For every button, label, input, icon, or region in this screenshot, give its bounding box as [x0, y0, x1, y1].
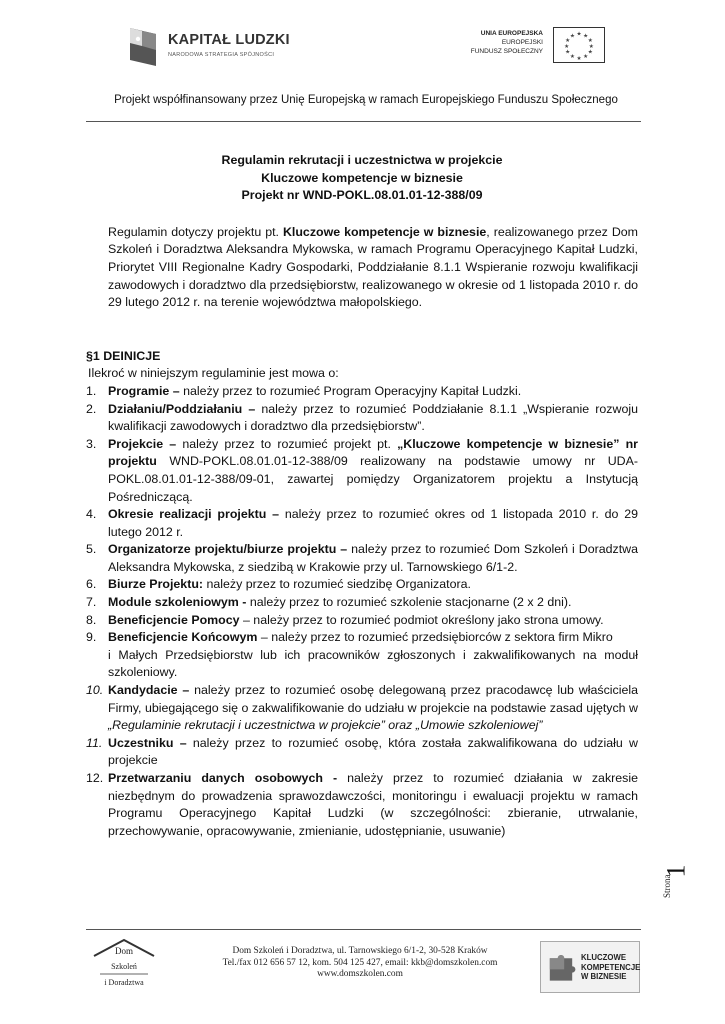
kk-logo-line1: KLUCZOWE	[581, 953, 627, 962]
svg-text:★: ★	[564, 43, 570, 50]
definition-term: Kandydacie –	[108, 683, 190, 698]
svg-text:★: ★	[565, 49, 571, 56]
intro-after: , realizowanego przez Dom Szkoleń i Doradztwa Aleksandra Mykowska, w ramach Programu Operacyjnego Kapitał Ludzki, Priorytet VIII Regionalne Kadry Gospodarki, Poddziałanie 8.1.1 Wspieranie rozwoju kwalifikacji zawodowych i doradztwo dla przedsiębiorstw, realizowanego w okresie od 1 listopada 2010 r. do 29 lutego 2012 r. na terenie województwa małopolskiego.	[108, 224, 639, 310]
intro-before: Regulamin dotyczy projektu pt.	[108, 224, 283, 239]
definition-text: należy przez to rozumieć okres od 1 listopada 2010 r. do 29 lutego 2012 r.	[108, 507, 638, 539]
svg-text:★: ★	[587, 49, 593, 56]
definition-number: 12.	[86, 771, 104, 785]
svg-text:★: ★	[587, 38, 593, 45]
kk-logo-line3: W BIZNESIE	[581, 972, 627, 981]
kapital-ludzki-logo	[128, 22, 318, 70]
definition-number: 3.	[86, 436, 97, 451]
page-label: Strona	[662, 874, 672, 898]
definition-text: należy przez to rozumieć Dom Szkoleń i Doradztwa Aleksandra Mykowska, z siedzibą w Krakowie przy ul. Tarnowskiego 6/1-2.	[108, 542, 638, 574]
svg-text:★: ★	[576, 31, 582, 38]
definition-term: Biurze Projektu:	[108, 577, 204, 592]
header-divider	[86, 121, 641, 122]
definition-term: Przetwarzaniu danych osobowych -	[108, 771, 338, 785]
definition-item	[86, 612, 638, 630]
footer-website: www.domszkolen.com	[317, 969, 403, 979]
definition-term: Beneficjencie Pomocy	[108, 612, 240, 627]
definition-text: należy przez to rozumieć osobę delegowaną przez pracodawcę lub właściciela Firmy, ubiegającego się o zakwalifikowanie do udziału w projekcie na podstawie zasad ujętych w	[108, 683, 638, 715]
definition-text: należy przez to rozumieć projekt pt.	[176, 436, 398, 451]
kk-logo-line2: KOMPETENCJE	[581, 962, 641, 972]
definition-item	[86, 576, 638, 594]
cofinancing-note: Projekt współfinansowany przez Unię Europejską w ramach Europejskiego Funduszu Społecznego	[114, 94, 618, 106]
footer-contact	[200, 946, 520, 981]
kapital-ludzki-flag-icon	[128, 26, 158, 68]
svg-text:★: ★	[583, 54, 589, 61]
definition-text: należy przez to rozumieć szkolenie stacjonarne (2 x 2 dni).	[246, 595, 572, 610]
definition-text-2: WND-POKL.08.01.01-12-388/09 realizowany na podstawie umowy nr UDA-POKL.08.01.01-12-388/09-01, zawartej pomiędzy Organizatorem projektu a Instytucją Pośredniczącą.	[108, 454, 638, 504]
definition-term: Beneficjencie Końcowym	[108, 630, 258, 645]
definition-term: Projekcie –	[108, 436, 177, 451]
definition-number: 2.	[86, 401, 97, 416]
svg-text:★: ★	[565, 38, 571, 45]
dom-logo-line3: i Doradztwa	[104, 978, 144, 987]
definition-number: 7.	[86, 595, 97, 610]
definition-term: Organizatorze projektu/biurze projektu –	[108, 542, 348, 557]
definition-number: 1.	[86, 383, 97, 398]
eu-logo-line3: FUNDUSZ SPOŁECZNY	[470, 48, 543, 55]
title-line-3: Projekt nr WND-POKL.08.01.01-12-388/09	[241, 188, 483, 203]
definition-text: należy przez to rozumieć Program Operacyjny Kapitał Ludzki.	[179, 383, 522, 398]
eu-logo	[455, 27, 605, 67]
definitions-list	[86, 383, 638, 840]
section-lead: Ilekroć w niniejszym regulaminie jest mowa o:	[88, 366, 339, 381]
footer-divider	[86, 929, 641, 930]
definition-text: – należy przez to rozumieć przedsiębiorców z sektora firm Mikro	[257, 630, 613, 645]
definition-item	[86, 541, 638, 576]
section-title: §1 DEINICJE	[86, 348, 161, 363]
definition-term: Uczestniku –	[108, 735, 187, 750]
definition-number: 6.	[86, 577, 97, 592]
intro-paragraph	[108, 224, 638, 312]
definition-number: 11.	[86, 735, 103, 750]
eu-stars-flag-icon	[553, 27, 605, 63]
definition-text: – należy przez to rozumieć podmiot określony jako strona umowy.	[239, 612, 604, 627]
definition-item	[86, 594, 638, 612]
svg-text:★: ★	[569, 54, 575, 61]
definition-text: należy przez to rozumieć osobę, która została zakwalifikowana do udziału w projekcie	[108, 735, 638, 768]
kapital-ludzki-subtitle: NARODOWA STRATEGIA SPÓJNOŚCI	[168, 52, 275, 58]
eu-logo-text	[471, 29, 543, 56]
definition-number: 10.	[86, 683, 104, 698]
definition-term: Działaniu/Poddziałaniu –	[108, 401, 256, 416]
svg-text:★: ★	[576, 56, 582, 63]
definition-item	[86, 383, 638, 401]
svg-text:★: ★	[583, 33, 589, 40]
definition-item	[86, 770, 638, 840]
definition-term-2: „Kluczowe kompetencje w biznesie” nr projektu	[108, 436, 638, 469]
eu-logo-line2: EUROPEJSKI	[501, 39, 543, 46]
definition-item	[86, 629, 638, 682]
definition-item	[86, 436, 638, 506]
definition-number: 8.	[86, 612, 97, 627]
puzzle-icon	[545, 945, 577, 989]
definition-item	[86, 735, 638, 770]
title-line-1: Regulamin rekrutacji i uczestnictwa w projekcie	[221, 153, 503, 167]
footer-address: Dom Szkoleń i Doradztwa, ul. Tarnowskiego 6/1-2, 30-528 Kraków	[232, 946, 488, 956]
definition-number: 5.	[86, 542, 97, 557]
dom-logo-line2: Szkoleń	[111, 962, 137, 971]
kluczowe-kompetencje-logo	[540, 941, 640, 993]
definition-quote: „Regulaminie rekrutacji i uczestnictwa w projekcie” oraz „Umowie szkoleniowej”	[108, 718, 543, 733]
svg-text:★: ★	[588, 43, 594, 50]
definition-text: należy przez to rozumieć siedzibę Organizatora.	[203, 577, 471, 592]
definition-item	[86, 506, 638, 541]
definition-term: Programie –	[108, 383, 180, 398]
intro-project-name: Kluczowe kompetencje w biznesie	[282, 224, 487, 239]
kk-logo-text	[581, 953, 640, 982]
document-body	[86, 152, 638, 840]
definition-term: Okresie realizacji projektu –	[108, 507, 280, 522]
page-number: 1	[661, 864, 691, 878]
definition-term: Module szkoleniowym -	[108, 595, 247, 610]
kapital-ludzki-title: KAPITAŁ LUDZKI	[168, 32, 290, 48]
title-line-2: Kluczowe kompetencje w biznesie	[261, 170, 463, 185]
definition-number: 4.	[86, 507, 97, 522]
definition-text: należy przez to rozumieć Poddziałanie 8.1.1 „Wspieranie rozwoju kwalifikacji zawodowych i doradztwo dla przedsiębiorstw”.	[108, 401, 638, 434]
definition-text-2: i Małych Przedsiębiorstw lub ich pracowników zgłoszonych i zakwalifikowanych na moduł szkoleniowy.	[108, 647, 638, 680]
definition-text: należy przez to rozumieć działania w zakresie niezbędnym do prowadzenia sprawozdawczości, monitoringu i ewaluacji projektu w ramach Programu Operacyjnego Kapitał Ludzki (w szczególności: zbieranie, utrwalanie, przechowywanie, opracowywanie, zmienianie, udostępnianie, usuwanie)	[108, 771, 638, 838]
document-title	[86, 152, 638, 205]
definition-item	[86, 401, 638, 436]
dom-szkolen-logo	[90, 936, 158, 992]
definition-item	[86, 682, 638, 735]
svg-text:★: ★	[569, 33, 575, 40]
eu-logo-line1: UNIA EUROPEJSKA	[480, 30, 543, 37]
dom-logo-line1: Dom	[115, 946, 133, 956]
definition-number: 9.	[86, 630, 97, 645]
footer-phone-email: Tel./fax 012 656 57 12, kom. 504 125 427, email: kkb@domszkolen.com	[222, 957, 498, 968]
